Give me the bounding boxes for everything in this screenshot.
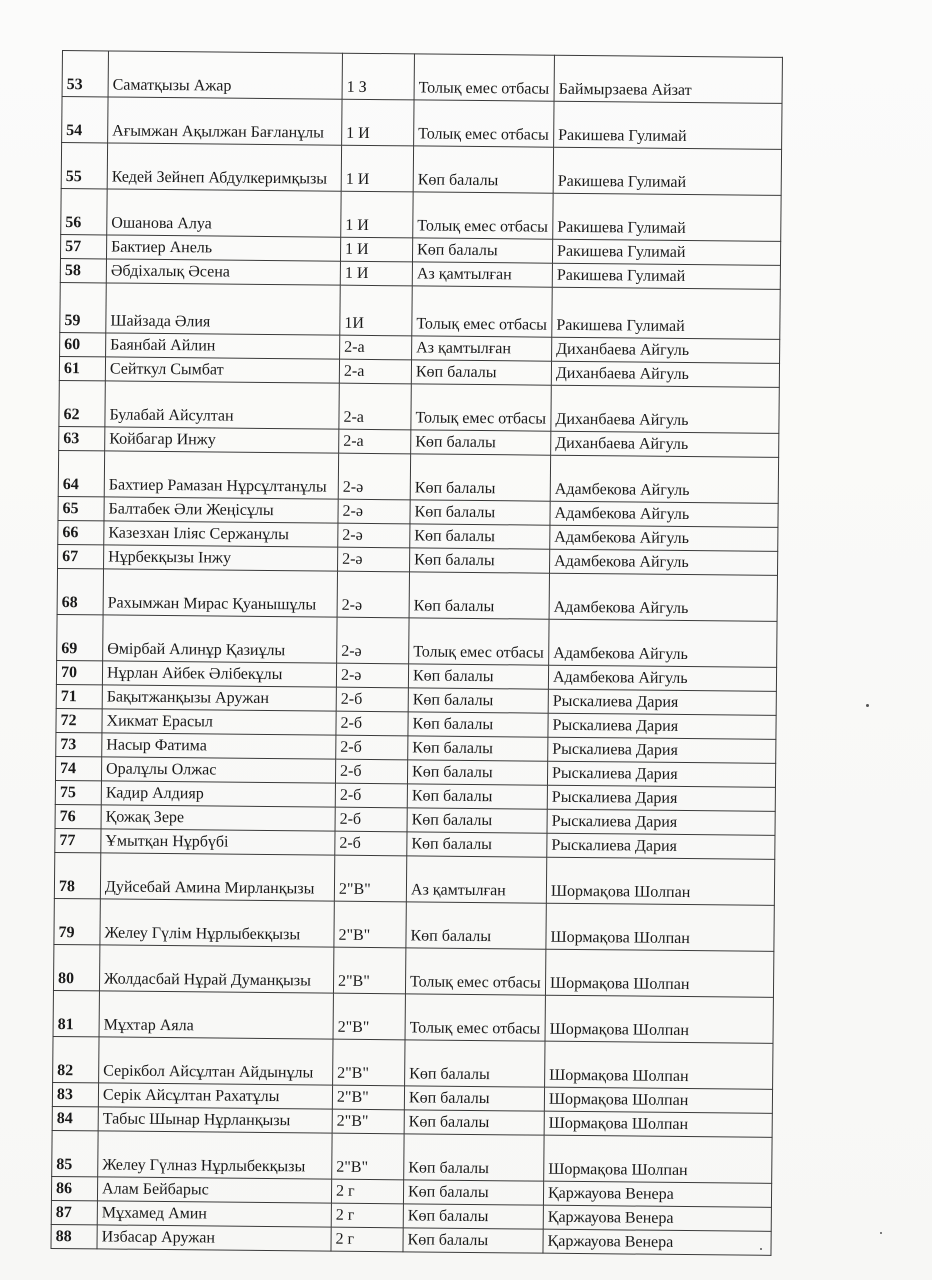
row-number: 76 <box>55 804 101 828</box>
teacher-name: Шормақова Шолпан <box>544 1087 772 1113</box>
teacher-name: Адамбекова Айгуль <box>549 573 777 621</box>
class-cell: 2-ә <box>338 547 410 572</box>
row-number: 70 <box>56 660 102 684</box>
student-name: Дуйсебай Амина Мирланқызы <box>100 853 334 901</box>
student-name: Саматқызы Ажар <box>108 51 342 99</box>
table-row <box>54 852 774 905</box>
category-cell: Көп балалы <box>408 736 548 761</box>
category-cell: Толық емес отбасы <box>414 54 554 101</box>
table-row <box>53 1036 773 1089</box>
table-row <box>52 1130 772 1183</box>
teacher-name: Қаржауова Венера <box>543 1181 771 1207</box>
scan-speck <box>866 704 869 707</box>
table-row <box>53 944 773 997</box>
class-cell: 2 г <box>331 1203 403 1228</box>
category-cell: Көп балалы <box>403 1204 543 1229</box>
class-cell: 2-ә <box>338 523 410 548</box>
class-cell: 2"В" <box>333 1039 405 1086</box>
row-number: 75 <box>55 780 101 804</box>
teacher-name: Шормақова Шолпан <box>546 857 774 905</box>
category-cell: Толық емес отбасы <box>412 286 552 337</box>
class-cell: 2 г <box>331 1227 403 1252</box>
class-cell: 2"В" <box>333 947 405 994</box>
class-cell: 2-а <box>339 383 411 430</box>
class-cell: 2-а <box>339 359 411 384</box>
row-number: 55 <box>61 143 107 189</box>
teacher-name: Рыскалиева Дария <box>547 833 775 859</box>
class-cell: 2-а <box>340 335 412 360</box>
class-cell: 1 И <box>340 261 412 286</box>
class-cell: 2-б <box>336 711 408 736</box>
category-cell: Көп балалы <box>407 808 547 833</box>
row-number: 61 <box>59 356 105 380</box>
row-number: 72 <box>56 708 102 732</box>
row-number: 78 <box>54 852 100 898</box>
teacher-name: Рыскалиева Дария <box>547 785 775 811</box>
student-name: Кадир Алдияр <box>101 781 335 807</box>
row-number: 77 <box>55 828 101 852</box>
row-number: 69 <box>57 614 103 660</box>
teacher-name: Адамбекова Айгуль <box>550 549 778 575</box>
category-cell: Аз қамтылған <box>406 856 546 903</box>
class-cell: 1И <box>340 285 412 336</box>
student-name: Нұрбекқызы Інжу <box>104 545 338 571</box>
class-cell: 2-б <box>335 759 407 784</box>
student-name: Баянбай Айлин <box>106 333 340 359</box>
table-row <box>58 450 778 503</box>
student-name: Бактиер Анель <box>106 235 340 261</box>
class-cell: 2-б <box>336 735 408 760</box>
category-cell: Көп балалы <box>410 454 550 501</box>
student-name: Избасар Аружан <box>97 1225 331 1251</box>
teacher-name: Диханбаева Айгуль <box>551 385 779 433</box>
category-cell: Көп балалы <box>411 360 551 385</box>
student-name: Рахымжан Мирас Қуанышұлы <box>103 569 337 617</box>
class-cell: 2"В" <box>334 855 406 902</box>
class-cell: 2-а <box>339 429 411 454</box>
scan-speck <box>760 1248 762 1250</box>
class-cell: 2"В" <box>332 1085 404 1110</box>
roster-body <box>51 51 782 1256</box>
student-roster-table <box>50 50 782 1256</box>
teacher-name: Адамбекова Айгуль <box>548 665 776 691</box>
student-name: Бахтиер Рамазан Нұрсұлтанұлы <box>104 451 338 499</box>
category-cell: Көп балалы <box>405 1040 545 1087</box>
student-name: Мұхтар Аяла <box>99 991 333 1039</box>
category-cell: Толық емес отбасы <box>409 618 549 665</box>
row-number: 64 <box>58 450 104 496</box>
category-cell: Көп балалы <box>409 572 549 619</box>
row-number: 81 <box>53 990 99 1036</box>
row-number: 85 <box>52 1130 98 1176</box>
student-name: Оралұлы Олжас <box>101 757 335 783</box>
category-cell: Көп балалы <box>404 1134 544 1181</box>
category-cell: Көп балалы <box>407 832 547 857</box>
row-number: 82 <box>53 1036 99 1082</box>
class-cell: 1 И <box>340 237 412 262</box>
row-number: 73 <box>56 732 102 756</box>
class-cell: 1 З <box>342 53 414 100</box>
student-name: Ағымжан Ақылжан Бағланұлы <box>108 97 342 145</box>
student-name: Булабай Айсултан <box>105 381 339 429</box>
student-name: Табыс Шынар Нұрланқызы <box>98 1107 332 1133</box>
category-cell: Көп балалы <box>410 524 550 549</box>
teacher-name: Рыскалиева Дария <box>548 713 776 739</box>
student-name: Койбагар Инжу <box>105 427 339 453</box>
category-cell: Көп балалы <box>406 902 546 949</box>
table-row <box>57 614 777 667</box>
row-number: 57 <box>60 234 106 258</box>
table-row <box>62 97 782 150</box>
teacher-name: Рыскалиева Дария <box>548 689 776 715</box>
table-row <box>57 568 777 621</box>
teacher-name: Ракишева Гулимай <box>552 287 780 339</box>
category-cell: Көп балалы <box>412 238 552 263</box>
class-cell: 2"В" <box>333 993 405 1040</box>
student-name: Казезхан Іліяс Сержанұлы <box>104 521 338 547</box>
teacher-name: Адамбекова Айгуль <box>549 619 777 667</box>
category-cell: Көп балалы <box>411 430 551 455</box>
teacher-name: Адамбекова Айгуль <box>550 501 778 527</box>
student-name: Нұрлан Айбек Әлібекұлы <box>102 661 336 687</box>
row-number: 66 <box>58 520 104 544</box>
class-cell: 1 И <box>341 145 413 192</box>
table-row <box>59 380 779 433</box>
student-name: Әбдіхалық Әсена <box>106 259 340 285</box>
category-cell: Толық емес отбасы <box>411 384 551 431</box>
table-row <box>61 143 781 196</box>
teacher-name: Ракишева Гулимай <box>552 239 780 265</box>
category-cell: Көп балалы <box>407 760 547 785</box>
teacher-name: Ракишева Гулимай <box>553 147 781 195</box>
teacher-name: Рыскалиева Дария <box>547 761 775 787</box>
row-number: 59 <box>60 282 106 332</box>
teacher-name: Шормақова Шолпан <box>545 995 773 1043</box>
category-cell: Көп балалы <box>413 146 553 193</box>
teacher-name: Ракишева Гулимай <box>553 193 781 241</box>
student-name: Жолдасбай Нұрай Думанқызы <box>99 945 333 993</box>
teacher-name: Диханбаева Айгуль <box>551 361 779 387</box>
teacher-name: Ракишева Гулимай <box>552 263 780 289</box>
row-number: 62 <box>59 380 105 426</box>
scan-speck <box>880 1232 882 1234</box>
teacher-name: Рыскалиева Дария <box>547 809 775 835</box>
student-name: Кедей Зейнеп Абдулкеримқызы <box>107 143 341 191</box>
student-name: Желеу Гүлім Нұрлыбекқызы <box>100 899 334 947</box>
student-name: Балтабек Әли Жеңісұлы <box>104 497 338 523</box>
class-cell: 2-б <box>335 783 407 808</box>
class-cell: 2-б <box>336 687 408 712</box>
category-cell: Көп балалы <box>408 688 548 713</box>
student-name: Насыр Фатима <box>102 733 336 759</box>
teacher-name: Адамбекова Айгуль <box>550 525 778 551</box>
category-cell: Аз қамтылған <box>412 336 552 361</box>
table-row <box>62 51 782 104</box>
class-cell: 2"В" <box>334 901 406 948</box>
teacher-name: Диханбаева Айгуль <box>551 431 779 457</box>
row-number: 63 <box>59 426 105 450</box>
row-number: 65 <box>58 496 104 520</box>
student-name: Серік Айсұлтан Рахатұлы <box>98 1083 332 1109</box>
class-cell: 2-б <box>335 831 407 856</box>
class-cell: 2-ә <box>337 617 409 664</box>
student-name: Өмірбай Алинұр Қазиұлы <box>103 615 337 663</box>
category-cell: Көп балалы <box>404 1086 544 1111</box>
row-number: 71 <box>56 684 102 708</box>
category-cell: Көп балалы <box>404 1110 544 1135</box>
class-cell: 1 И <box>341 191 413 238</box>
row-number: 79 <box>54 898 100 944</box>
teacher-name: Адамбекова Айгуль <box>550 455 778 503</box>
student-name: Шайзада Әлия <box>106 283 340 335</box>
row-number: 58 <box>60 258 106 282</box>
student-name: Алам Бейбарыс <box>97 1177 331 1203</box>
student-name: Хикмат Ерасыл <box>102 709 336 735</box>
teacher-name: Шормақова Шолпан <box>544 1111 772 1137</box>
class-cell: 2-ә <box>338 499 410 524</box>
student-name: Ұмытқан Нұрбүбі <box>101 829 335 855</box>
row-number: 80 <box>53 944 99 990</box>
student-name: Серікбол Айсұлтан Айдынұлы <box>99 1037 333 1085</box>
category-cell: Көп балалы <box>403 1180 543 1205</box>
category-cell: Көп балалы <box>410 548 550 573</box>
student-name: Бақытжанқызы Аружан <box>102 685 336 711</box>
table-row <box>54 898 774 951</box>
row-number: 60 <box>60 332 106 356</box>
row-number: 56 <box>61 188 107 234</box>
teacher-name: Рыскалиева Дария <box>548 737 776 763</box>
class-cell: 2-ә <box>337 571 409 618</box>
teacher-name: Қаржауова Венера <box>543 1229 771 1255</box>
teacher-name: Диханбаева Айгуль <box>552 337 780 363</box>
student-name: Ошанова Алуа <box>107 189 341 237</box>
student-name: Мұхамед Амин <box>97 1201 331 1227</box>
row-number: 84 <box>52 1106 98 1130</box>
row-number: 88 <box>51 1224 97 1248</box>
category-cell: Толық емес отбасы <box>414 100 554 147</box>
teacher-name: Шормақова Шолпан <box>546 903 774 951</box>
class-cell: 2 г <box>331 1179 403 1204</box>
row-number: 74 <box>55 756 101 780</box>
table-row <box>61 188 781 241</box>
student-name: Желеу Гүлназ Нұрлыбекқызы <box>98 1131 332 1179</box>
category-cell: Көп балалы <box>408 712 548 737</box>
teacher-name: Баймырзаева Айзат <box>554 55 782 103</box>
class-cell: 2-б <box>335 807 407 832</box>
row-number: 68 <box>57 568 103 614</box>
class-cell: 2"В" <box>332 1133 404 1180</box>
class-cell: 1 И <box>342 99 414 146</box>
class-cell: 2-ә <box>336 663 408 688</box>
category-cell: Толық емес отбасы <box>405 994 545 1041</box>
row-number: 67 <box>58 544 104 568</box>
teacher-name: Шормақова Шолпан <box>545 1041 773 1089</box>
teacher-name: Ракишева Гулимай <box>554 101 782 149</box>
row-number: 53 <box>62 51 108 97</box>
class-cell: 2-ә <box>338 453 410 500</box>
category-cell: Толық емес отбасы <box>413 192 553 239</box>
table-row <box>53 990 773 1043</box>
teacher-name: Шормақова Шолпан <box>545 949 773 997</box>
category-cell: Көп балалы <box>407 784 547 809</box>
teacher-name: Қаржауова Венера <box>543 1205 771 1231</box>
student-name: Қожақ Зере <box>101 805 335 831</box>
category-cell: Көп балалы <box>408 664 548 689</box>
category-cell: Көп балалы <box>403 1228 543 1253</box>
category-cell: Көп балалы <box>410 500 550 525</box>
category-cell: Толық емес отбасы <box>405 948 545 995</box>
row-number: 83 <box>52 1082 98 1106</box>
teacher-name: Шормақова Шолпан <box>544 1135 772 1183</box>
category-cell: Аз қамтылған <box>412 262 552 287</box>
row-number: 54 <box>62 97 108 143</box>
row-number: 87 <box>51 1200 97 1224</box>
student-name: Сейткул Сымбат <box>105 357 339 383</box>
table-row <box>60 282 780 339</box>
row-number: 86 <box>51 1176 97 1200</box>
class-cell: 2"В" <box>332 1109 404 1134</box>
